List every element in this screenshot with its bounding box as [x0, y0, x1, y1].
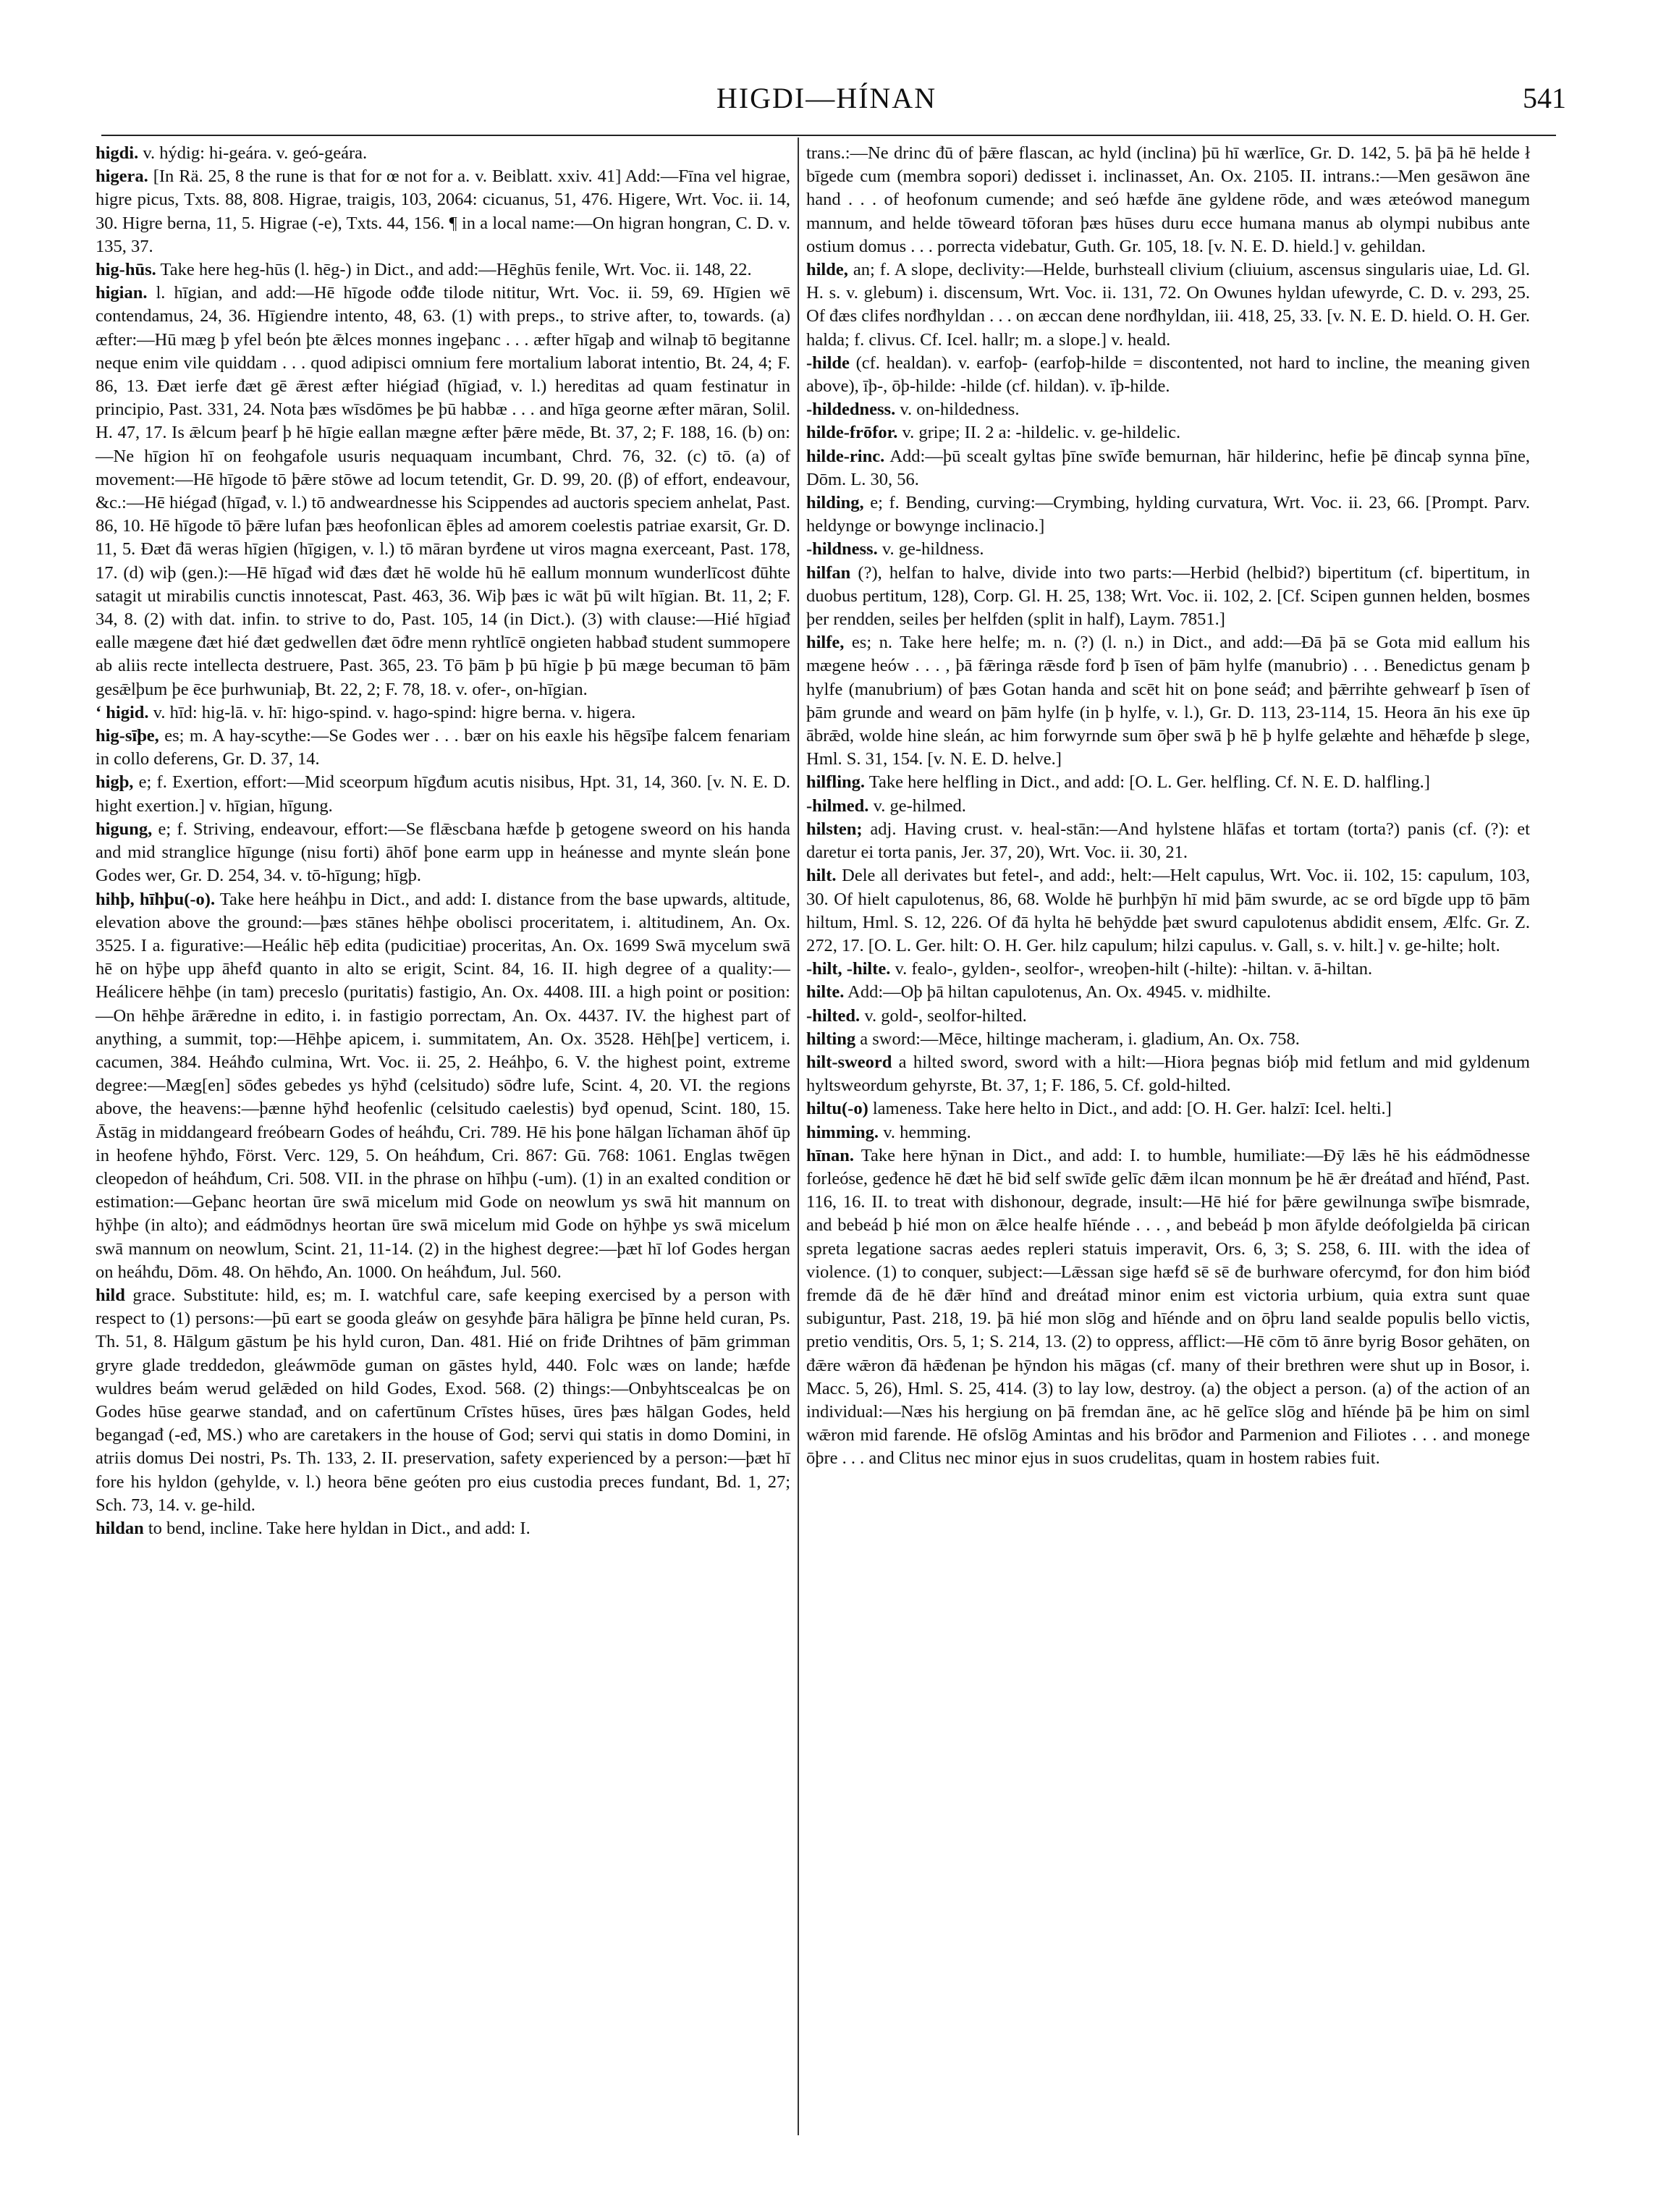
entry-definition: Take here heg-hūs (l. hēg-) in Dict., and add:—Hēghūs fenile, Wrt. Voc. ii. 148, 22. [156, 260, 752, 280]
entry-headword: hilting [806, 1029, 856, 1049]
entry-headword: -hilt, -hilte. [806, 959, 891, 979]
entry-headword: higian. [96, 283, 148, 303]
dictionary-entry [806, 981, 1530, 1004]
dictionary-entry [96, 142, 790, 165]
page-number: 541 [1523, 82, 1566, 114]
entry-headword: -hilde [806, 353, 850, 373]
entry-definition: e; f. Exertion, effort:—Mid sceorpum hīgđum acutis nisibus, Hpt. 31, 14, 360. [v. N. E. D. hight exertion.] v. hīgian, hīgung. [96, 772, 790, 816]
entry-headword: hilde-frōfor. [806, 423, 898, 443]
entry-definition: Take here hȳnan in Dict., and add: I. to humble, humiliate:—Đȳ lǣs hē his eádmōdnesse forleóse, geđence hē đæt hē biđ self swīđe gelīc đǣm ilcan monnum þe hē ǣr đreátađ and hīénđ, Past. 116, 16. II. to treat with dishonour, degrade, insult:—Hē hié for þǣre gewilnunga swīþe bismrade, and bebeád þ hié mon on ǣlce healfe hīénde . . . , and bebeád þ mon āfylde deófolgielda þā cirican spreta legatione sacras aedes repleri statuis imperavit, Ors. 6, 3; S. 258, 6. III. with the idea of violence. (1) to conquer, subject:—Lǣssan sige hæfđ sē sē đe burhware ofercymđ, for đon him bióđ fremde đā đe hē đǣr hīnđ and đreátađ minor enim est victoria urbium, quia extra sunt quae subiguntur, Past. 218, 19. þā hié mon slōg and hīénde and on ōþru land sealde populis bello victis, pretio venditis, Ors. 5, 1; S. 214, 13. (2) to oppress, afflict:—Hē cōm tō ānre byrig Bosor gehāten, on đǣre wǣron đā hǣđenan þe hȳndon his māgas (cf. many of their brethren were shut up in Bosor, i. Macc. 5, 26), Hml. S. 25, 414. (3) to lay low, destroy. (a) the object a person. (a) of the action of an individual:—Næs his hergiung on þā fremdan āne, ac hē gelīce slōg and hīénde þā þe him on siml wǣron mid farende. Hē ofslōg Amintas and his brōđor and Parmenion and Filiotes . . . and monege ōþre . . . and Clitus nec minor ejus in suos crudelitas, quam in hostem rabies fuit. [806, 1145, 1530, 1469]
left-column [96, 142, 790, 1540]
entry-headword: hig-hūs. [96, 260, 156, 280]
entry-headword: -hilted. [806, 1005, 861, 1026]
entry-definition: a hilted sword, sword with a hilt:—Hiora þegnas bióþ mid fetlum and mid gyldenum hyltsweordum gehyrste, Bt. 37, 1; F. 186, 5. Cf. gold-hilted. [806, 1052, 1530, 1096]
right-column [806, 142, 1530, 1471]
entry-headword: hilde, [806, 260, 848, 280]
dictionary-entry [806, 491, 1530, 538]
dictionary-entry [96, 165, 790, 258]
entry-headword: higþ, [96, 772, 134, 793]
dictionary-entry [96, 701, 790, 725]
entry-headword: hig-sīþe, [96, 726, 159, 746]
entry-definition: v. on-hildedness. [895, 400, 1020, 420]
dictionary-entry [96, 282, 790, 701]
entry-headword: hilsten; [806, 819, 863, 839]
entry-headword: hildan [96, 1518, 144, 1538]
running-head [0, 81, 1653, 124]
entry-definition: v. fealo-, gylden-, seolfor-, wreoþen-hilt (-hilte): -hiltan. v. ā-hiltan. [890, 959, 1373, 979]
entry-definition: lameness. Take here helto in Dict., and add: [O. H. Ger. halzī: Icel. helti.] [868, 1099, 1392, 1119]
entry-headword: ‘ higid. [96, 702, 149, 722]
entry-definition: v. gripe; II. 2 a: -hildelic. v. ge-hildelic. [897, 423, 1181, 443]
entry-definition: Add:—þū scealt gyltas þīne swīđe bemurnan, hār hilderinc, hefie þē đincaþ synna þīne, Dōm. L. 30, 56. [806, 446, 1530, 489]
dictionary-entry [806, 864, 1530, 958]
entry-definition: l. hīgian, and add:—Hē hīgode ođđe tilode nititur, Wrt. Voc. ii. 59, 69. Hīgien wē contendamus, 24, 36. Hīgiendre intento, 48, 63. (1) with preps., to strive after, to, towards. (a) æfter:—Hū mæg þ yfel beón þte ǣlces monnes ingeþanc . . . æfter hīgaþ and wilnaþ tō begitanne neque enim vile quiddam . . . quod adipisci omnium fere mortalium laborat intentio, Bt. 24, 4; F. 86, 13. Đæt ierfe đæt gē ǣrest æfter hiégiađ (hīgiađ, v. l.) hereditas ad quam festinatur in principio, Past. 331, 24. Nota þæs wīsdōmes þe þū habbæ . . . and hīga georne æfter māran, Solil. H. 47, 17. Is ǣlcum þearf þ hē hīgie eallan mægne æfter þǣre mēde, Bt. 37, 2; F. 188, 16. (b) on:—Ne hīgion hī on feohgafole usuris nequaquam incumbant, Chrd. 76, 32. (c) tō. (a) of movement:—Hē hīgode tō þǣre stōwe ad locum tetendit, Gr. D. 99, 20. (β) of effort, endeavour, &c.:—Hē hiégađ (hīgađ, v. l.) tō andweardnesse his Scippendes ad auctoris speciem anhelat, Past. 86, 10. Hē hīgode tō þǣre lufan þæs heofonlican ēþles ad amorem coelestis patriae exarsit, Gr. D. 11, 5. Đæt đā weras hīgien (hīgigen, v. l.) tō māran byrđene ut viros magna exerceant, Past. 178, 17. (d) wiþ (gen.):—Hē hīgađ wiđ đæs đæt hē wolde hū hē eallum monnum wunderlīcost đūhte satagit ut mirabilis cunctis innotescat, Past. 463, 36. Wiþ þæs ic wāt þū wilt hīgian. Bt. 11, 2; F. 34, 8. (2) with dat. infin. to strive to do, Past. 105, 14 (in Dict.). (3) with clause:—Hié hīgiađ ealle mægene đæt hié đæt gedwellen đæt ōđre menn ryhtlīcē ongieten habbađ student summopere ab aliis recte intellecta destruere, Past. 365, 23. Tō þām þ þū hīgie þ þū mæge becuman tō þām gesǣlþum þe ēce þurhwuniaþ, Bt. 22, 2; F. 78, 18. v. ofer-, on-hīgian. [96, 283, 790, 699]
entry-headword: hilfe, [806, 633, 845, 653]
entry-definition: v. ge-hildness. [877, 539, 984, 560]
entry-headword: hilfan [806, 562, 851, 583]
entry-headword: hilde-rinc. [806, 446, 885, 466]
entry-definition: Take here helfling in Dict., and add: [O. L. Ger. helfling. Cf. N. E. D. halfling.] [865, 772, 1430, 793]
entry-definition: v. ge-hilmed. [868, 795, 966, 816]
entry-definition: grace. Substitute: hild, es; m. I. watchful care, safe keeping exercised by a person with respect to (1) persons:—þū eart se gooda gleáw on gesyhđe þāra hāligra þe þīnne held curan, Ps. Th. 51, 8. Hālgum gāstum þe his hyld curon, Dan. 481. Hié on friđe Drihtnes of þām grimman gryre glade treddedon, gleáwmōde guman on gāstes hyld, 440. Folc wæs on lande; hæfde wuldres beám werud gelǣded on hild Godes, Exod. 568. (2) things:—Onbyhtscealcas þe on Godes hūse gearwe standađ, and on cafertūnum Crīstes hūses, ūres þæs hālgan Godes, held begangađ (-eđ, MS.) who are caretakers in the house of God; servi qui statis in domo Domini, in atriis domus Dei nostri, Ps. Th. 133, 2. II. preservation, safety experienced by a person:—þæt hī fore his hyldon (gehylde, v. l.) heora bēne geóten pro eius custodia preces fundant, Bd. 1, 27; Sch. 73, 14. v. ge-hild. [96, 1285, 790, 1515]
running-head-title: HIGDI—HÍNAN [716, 82, 937, 114]
dictionary-entry [806, 1028, 1530, 1051]
dictionary-entry [96, 771, 790, 817]
entry-headword: hilt-sweord [806, 1052, 892, 1072]
entry-headword: higung, [96, 819, 153, 839]
dictionary-entry [806, 1051, 1530, 1097]
entry-definition: to bend, incline. Take here hyldan in Dict., and add: I. [143, 1518, 530, 1538]
entry-headword: hilte. [806, 982, 845, 1002]
dictionary-entry [806, 258, 1530, 352]
dictionary-entry [96, 725, 790, 771]
dictionary-entry [806, 562, 1530, 632]
entry-headword: hild [96, 1285, 125, 1305]
entry-definition: (?), helfan to halve, divide into two parts:—Herbid (helbid?) bipertitum (cf. bipertitum, in duobus pertitum, 128), Corp. Gl. H. 25, 138; Wrt. Voc. ii. 102, 2. [Cf. Scipen gunnen helden, bosmes þer rendden, seiles þer helfden (split in half), Laym. 7851.] [806, 562, 1530, 630]
dictionary-entry [96, 818, 790, 888]
entry-definition: Dele all derivates but fetel-, and add:, helt:—Helt capulus, Wrt. Voc. ii. 102, 15: capulum, 103, 30. Of hielt capulotenus, 86, 68. Wolde hē þurhþȳn hī mid þām swurde, ac se ord bīgde upp tō þām hiltum, Hml. S. 12, 226. Of đā hylta hē behȳdde þæt swurd capulotenus abdidit ensem, Ælfc. Gr. Z. 272, 17. [O. L. Ger. hilt: O. H. Ger. hilz capulum; hilzi capulus. v. Gall, s. v. hilt.] v. ge-hilte; holt. [806, 866, 1530, 955]
entry-definition: [In Rä. 25, 8 the rune is that for œ not for a. v. Beiblatt. xxiv. 41] Add:—Fīna vel higrae, higre picus, Txts. 88, 808. Higrae, traigis, 103, 2064: cicuanus, 51, 476. Higere, Wrt. Voc. ii. 14, 30. Higre berna, 11, 5. Higrae (-e), Txts. 44, 156. ¶ in a local name:—On higran hongran, C. D. v. 135, 37. [96, 166, 790, 256]
dictionary-entry [806, 631, 1530, 771]
dictionary-entry [806, 818, 1530, 864]
entry-definition: es; m. A hay-scythe:—Se Godes wer . . . bær on his eaxle his hēgsīþe falcem fenariam in collo deferens, Gr. D. 37, 14. [96, 726, 790, 769]
entry-headword: himming. [806, 1122, 879, 1142]
entry-definition: e; f. Striving, endeavour, effort:—Se flǣscbana hæfde þ getogene sweord on his handa and mid stranglice hīgunge (nisu forti) āhōf þone earm upp in heánesse and mynte sleán þone Godes wer, Gr. D. 254, 34. v. tō-hīgung; hīgþ. [96, 819, 790, 886]
dictionary-entry [806, 958, 1530, 981]
dictionary-entry [806, 445, 1530, 491]
entry-definition: (cf. healdan). v. earfoþ- (earfoþ-hilde = discontented, not hard to incline, the meaning given above), īþ-, ōþ-hilde: -hilde (cf. hildan). v. īþ-hilde. [806, 353, 1530, 397]
dictionary-entry [806, 795, 1530, 818]
entry-definition: a sword:—Mēce, hiltinge macheram, i. gladium, An. Ox. 758. [855, 1029, 1300, 1049]
dictionary-entry [806, 1144, 1530, 1471]
entry-headword: hilfling. [806, 772, 866, 793]
entry-definition: adj. Having crust. v. heal-stān:—And hylstene hlāfas et tortam (torta?) panis (cf. (?): et daretur ei torta panis, Jer. 37, 20), Wrt. Voc. ii. 30, 21. [806, 819, 1530, 863]
dictionary-entry [806, 421, 1530, 444]
entry-definition: es; n. Take here helfe; m. n. (?) (l. n.) in Dict., and add:—Đā þā se Gota mid eallum his mægene heów . . . , þā fǣringa rǣsde forđ þ īsen of þām hylfe (manubrio) . . . Benedictus genam þ hylfe (manubrium) of þæs Gotan handa and scēt hit on þone seáđ; and þǣrrihte gehwearf þ īsen of þām grunde and weard on þām hylfe (in þ hylfe, v. l.), Gr. D. 113, 23-114, 15. Heora ān his exe ūp ābrǣd, wolde hine sleán, ac him forwyrnde sum ōþer swā þ hē þ hylfe gelæhte and hēhæfde þ slege, Hml. S. 31, 154. [v. N. E. D. helve.] [806, 633, 1530, 769]
column-divider [798, 138, 799, 2135]
entry-definition: Take here heáhþu in Dict., and add: I. distance from the base upwards, altitude, elevation above the ground:—þæs stānes hēhþe obolisci proceritatem, i. altitudinem, An. Ox. 3525. I a. figurative:—Heálic hēþ edita (pudicitiae) proceritas, An. Ox. 1699 Swā mycelum swā hē on hȳþe upp āhefđ quanto in alto se erigit, Scint. 84, 16. II. high degree of a quality:—Heálicere hēhþe (in tam) preceslo (puritatis) fastigio, An. Ox. 4408. III. a high point or position:—On hēhþe ārǣredne in edito, i. in fastigio porrectam, An. Ox. 4437. IV. the highest part of anything, a summit, top:—Hēhþe apicem, i. summitatem, An. Ox. 3528. Hēh[þe] verticem, i. cacumen, 384. Heáhđo culmina, Wrt. Voc. ii. 25, 2. Heáhþo, 6. V. the highest point, extreme degree:—Mæg[en] sōđes gebedes ys hȳhđ (celsitudo) sōđre lufe, Scint. 4, 20. VI. the regions above, the heavens:—þænne hȳhđ heofenlic (celsitudo caelestis) byđ openud, Scint. 180, 15. Āstāg in middangeard freóbearn Godes of heáhđu, Cri. 789. Hē his þone hālgan līchaman āhōf ūp in heofene hȳhđo, Först. Verc. 129, 5. On heáhđum, Cri. 867: Gū. 768: 1061. Englas twēgen cleopedon of heáhđum, Cri. 508. VII. in the phrase on hīhþu (-um). (1) in an exalted condition or estimation:—Geþanc heortan ūre swā micelum mid Gode on neowlum ys swā hit mannum on hȳhþe (in alto); and eádmōdnys heortan ūre swā micelum mid Gode on hȳhþe ys swā micelum swā mannum on neowlum, Scint. 21, 11-14. (2) in the highest degree:—þæt hī lof Godes hergan on heáhđu, Dōm. 48. On hēhđo, An. 1000. On heáhđum, Jul. 560. [96, 889, 790, 1282]
dictionary-entry [806, 142, 1530, 258]
entry-headword: hīnan. [806, 1145, 855, 1165]
entry-headword: hiltu(-o) [806, 1099, 868, 1119]
entry-headword: -hilmed. [806, 795, 869, 816]
entry-headword: hihþ, hīhþu(-o). [96, 889, 216, 909]
entry-definition: Add:—Oþ þā hiltan capulotenus, An. Ox. 4945. v. midhilte. [844, 982, 1272, 1002]
entry-headword: higera. [96, 166, 148, 187]
dictionary-entry [96, 1517, 790, 1540]
entry-definition: v. hīd: hig-lā. v. hī: higo-spind. v. hago-spind: higre berna. v. higera. [148, 702, 636, 722]
entry-headword: hilding, [806, 493, 864, 513]
entry-headword: -hildness. [806, 539, 878, 560]
entry-definition: an; f. A slope, declivity:—Helde, burhsteall clivium (cliuium, ascensus singularis uiae, Ld. Gl. H. s. v. glebum) i. discensum, Wrt. Voc. ii. 131, 72. On Owunes hyldan ufewyrde, C. D. v. 293, 25. Of đæs clifes norđhyldan . . . on æccan dene norđhyldan, iii. 418, 25, 33. [v. N. E. D. hield. O. H. Ger. halda; f. clivus. Cf. Icel. hallr; m. a slope.] v. heald. [806, 260, 1531, 350]
entry-definition: e; f. Bending, curving:—Crymbing, hylding curvatura, Wrt. Voc. ii. 23, 66. [Prompt. Parv. heldynge or bowynge inclinacio.] [806, 493, 1530, 536]
entry-headword: -hildedness. [806, 400, 896, 420]
entry-definition: v. hýdig: hi-geára. v. geó-geára. [138, 143, 368, 163]
dictionary-entry [806, 771, 1530, 794]
dictionary-entry [96, 888, 790, 1284]
entry-definition: v. hemming. [879, 1122, 971, 1142]
entry-definition: v. gold-, seolfor-hilted. [860, 1005, 1027, 1026]
dictionary-entry [96, 1284, 790, 1517]
dictionary-entry [806, 1121, 1530, 1144]
dictionary-entry [806, 538, 1530, 561]
header-rule [101, 135, 1556, 136]
entry-definition: trans.:—Ne drinc đū of þǣre flascan, ac hyld (inclina) þū hī wærlīce, Gr. D. 142, 5. þā þā hē helde ł bīgede cum (membra sopori) dedisset i. inclinasset, An. Ox. 2105. II. intrans.:—Men gesāwon āne hand . . . of heofonum cumende; and seó hæfde āne gyldene rōde, and wæs æteówod manegum mannum, and helde tōweard tōforan þæs hūses duru ecce humana manus ab olympi nubibus ante ostium domus . . . porrecta videbatur, Guth. Gr. 105, 18. [v. N. E. D. hield.] v. gehildan. [806, 143, 1530, 256]
dictionary-entry [806, 398, 1530, 421]
dictionary-entry [806, 1097, 1530, 1120]
dictionary-entry [96, 258, 790, 282]
entry-headword: higdi. [96, 143, 139, 163]
entry-headword: hilt. [806, 866, 837, 886]
dictionary-entry [806, 352, 1530, 398]
dictionary-entry [806, 1005, 1530, 1028]
